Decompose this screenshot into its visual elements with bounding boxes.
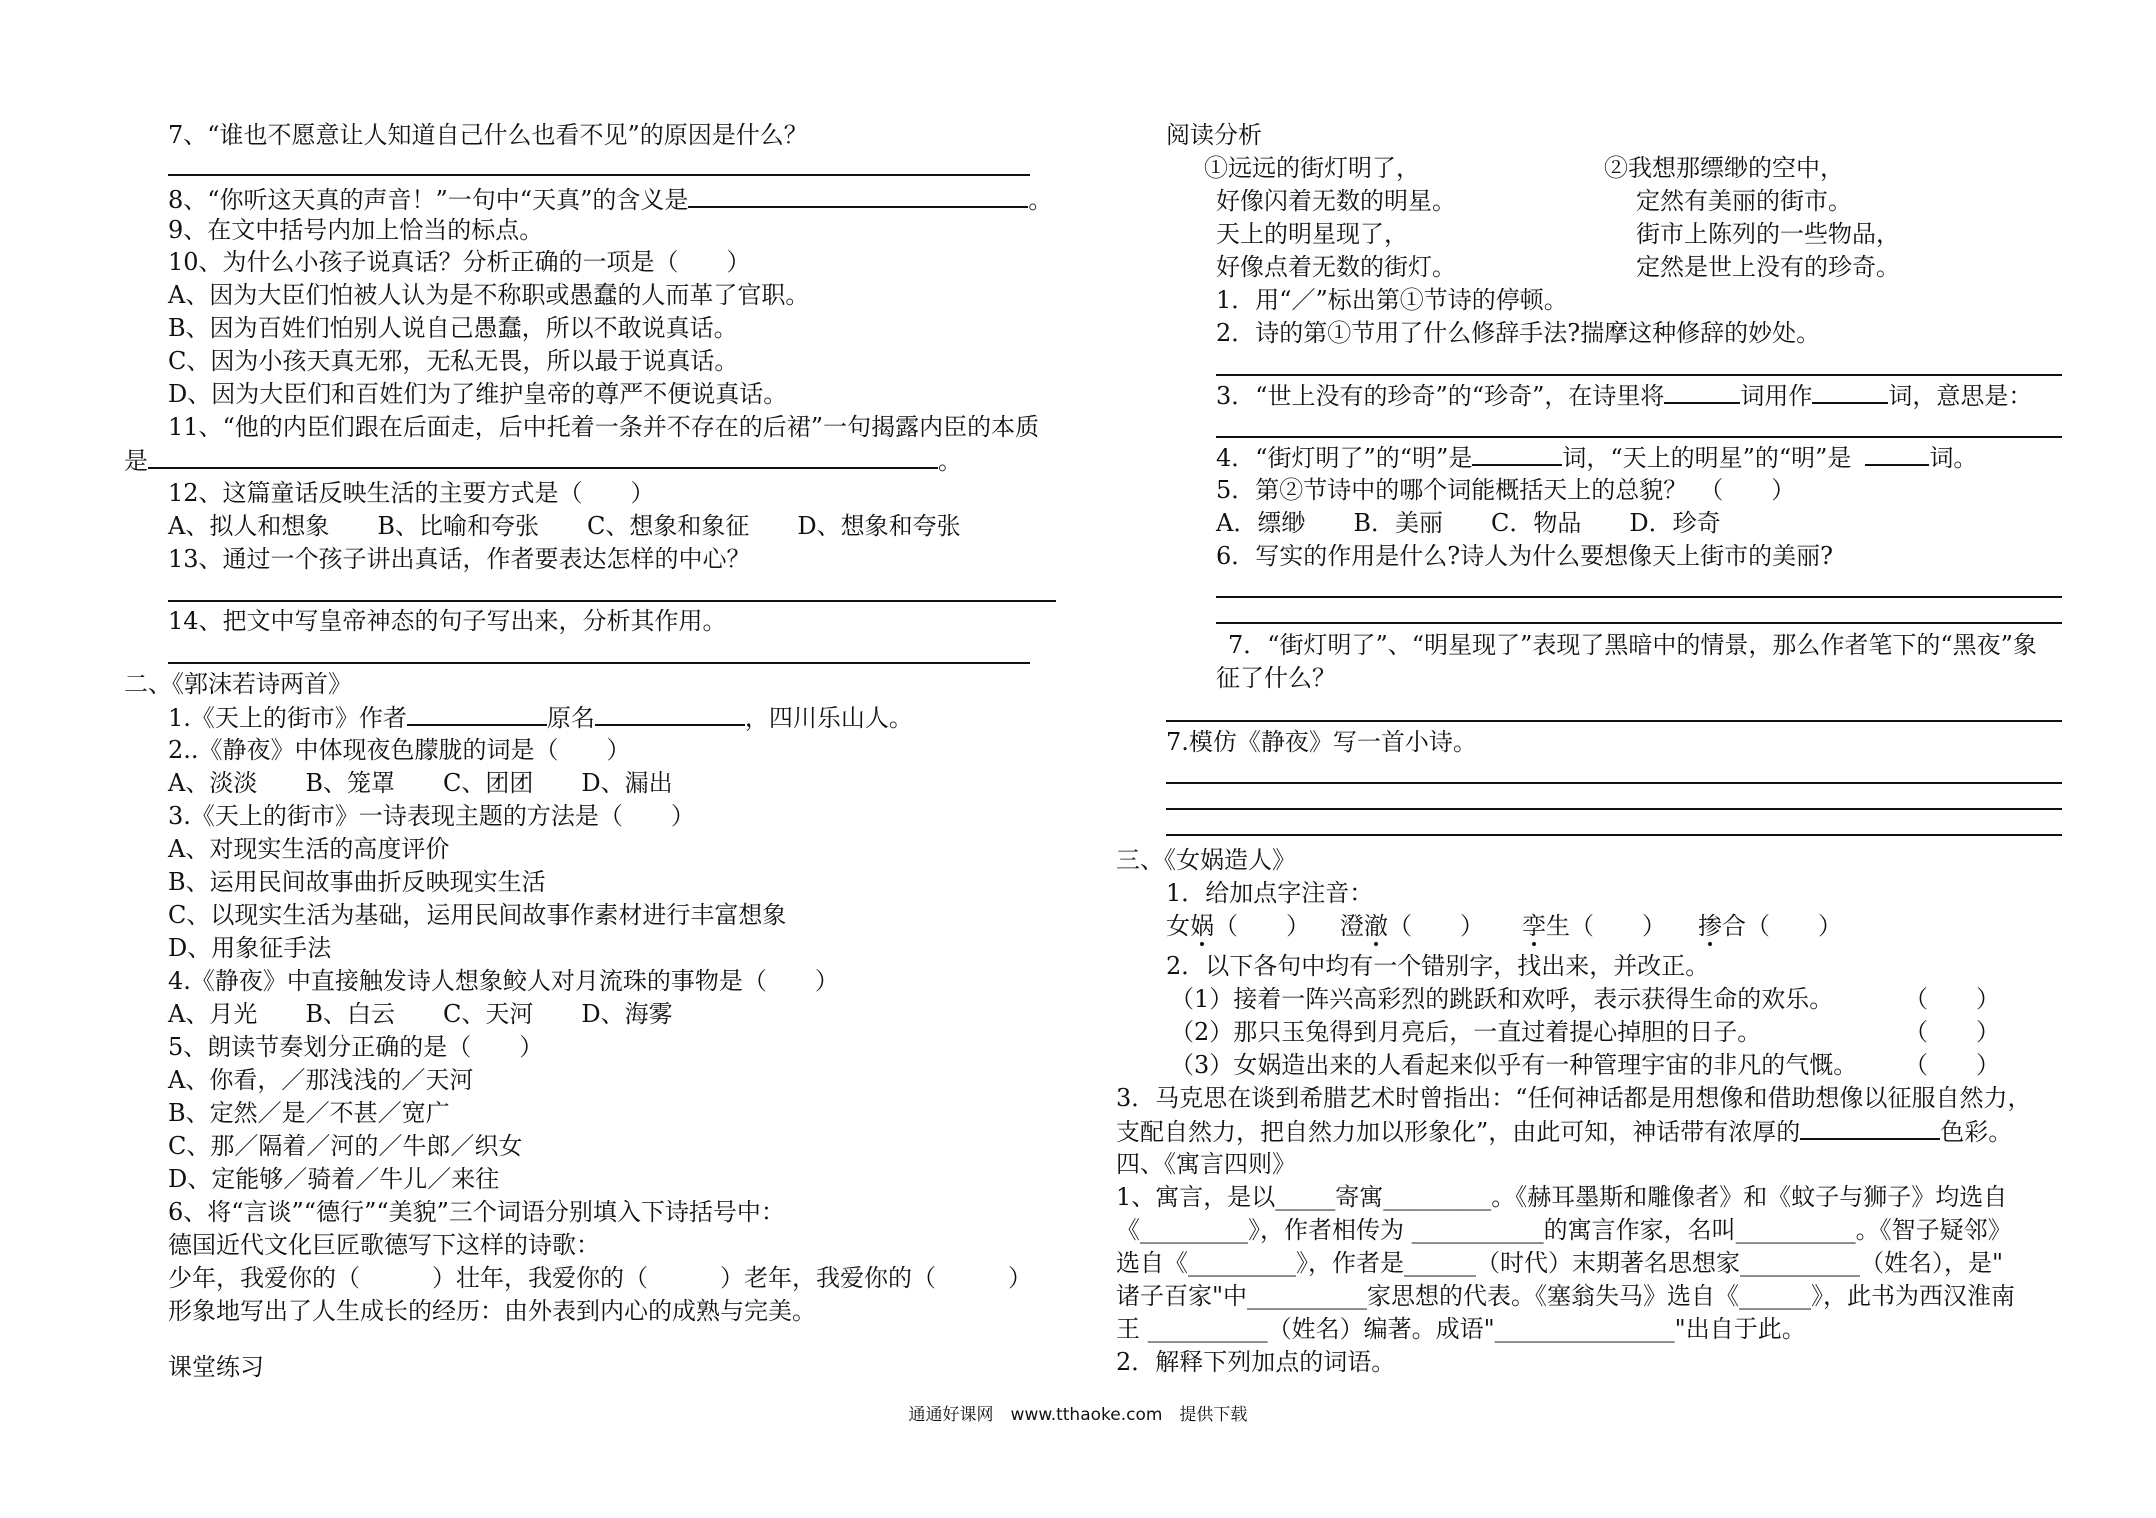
- s2-question-2-options: A、淡淡 B、笼罩 C、团团 D、漏出: [168, 769, 673, 797]
- s4-line-4: 诸子百家"中__________家思想的代表。《塞翁失马》选自《______》，此书为西汉淮南: [1116, 1282, 2016, 1310]
- poem-stanza-2-line-4: 定然是世上没有的珍奇。: [1636, 253, 1900, 281]
- answer-blank[interactable]: [1812, 380, 1888, 404]
- reading-question-6: 6．写实的作用是什么?诗人为什么要想像天上街市的美丽?: [1216, 542, 1834, 570]
- s4-line-5: 王 __________（姓名）编著。成语"_______________"出自于此。: [1116, 1315, 1806, 1343]
- reading-title: 阅读分析: [1166, 121, 1262, 149]
- answer-blank[interactable]: [407, 702, 547, 726]
- pinyin-word-2: 澄澈（ ）: [1340, 912, 1484, 940]
- poem-stanza-1-line-1: ①远远的街灯明了，: [1204, 154, 1420, 182]
- s2-question-2: 2..《静夜》中体现夜色朦胧的词是（ ）: [168, 736, 631, 764]
- pinyin-word-4: 掺合（ ）: [1698, 912, 1842, 940]
- option-a: A、你看，／那浅浅的／天河: [168, 1066, 474, 1094]
- s2-question-4-options: A、月光 B、白云 C、天河 D、海雾: [168, 1000, 673, 1028]
- question-8: 8、“你听这天真的声音！”一句中“天真”的含义是 。: [168, 186, 1053, 214]
- question-14: 14、把文中写皇帝神态的句子写出来，分析其作用。: [168, 607, 727, 635]
- question-13: 13、通过一个孩子讲出真话，作者要表达怎样的中心？: [168, 545, 751, 573]
- question-9: 9、在文中括号内加上恰当的标点。: [168, 216, 544, 244]
- s4-line-1: 1、寓言，是以_____寄寓_________。《赫耳墨斯和雕像者》和《蚊子与狮子》均选自: [1116, 1183, 2008, 1211]
- option-c: C、因为小孩天真无邪，无私无畏，所以最于说真话。: [168, 347, 739, 375]
- question-12-options: A、拟人和想象 B、比喻和夸张 C、想象和象征 D、想象和夸张: [168, 512, 961, 540]
- option-d: D、用象征手法: [168, 934, 332, 962]
- s3-question-2-item-2: （2）那只玉兔得到月亮后，一直过着提心掉胆的日子。: [1170, 1018, 1762, 1046]
- option-a: A、因为大臣们怕被人认为是不称职或愚蠢的人而革了官职。: [168, 281, 810, 309]
- answer-paren[interactable]: （ ）: [1904, 985, 2000, 1013]
- answer-line[interactable]: [1216, 436, 2062, 438]
- s2-question-6-poem: 少年，我爱你的（ ）壮年，我爱你的（ ）老年，我爱你的（ ）: [168, 1264, 1032, 1292]
- reading-question-2: 2．诗的第①节用了什么修辞手法?揣摩这种修辞的妙处。: [1216, 319, 1821, 347]
- option-b: B、因为百姓们怕别人说自己愚蠢，所以不敢说真话。: [168, 314, 738, 342]
- answer-line[interactable]: [1166, 720, 2062, 722]
- s2-question-6-intro: 德国近代文化巨匠歌德写下这样的诗歌：: [168, 1231, 600, 1259]
- reading-question-7: 7．“街灯明了”、“明星现了”表现了黑暗中的情景，那么作者笔下的“黑夜”象: [1228, 631, 2037, 659]
- s3-question-3-cont: 支配自然力，把自然力加以形象化”，由此可知，神话带有浓厚的 色彩。: [1116, 1118, 2013, 1146]
- answer-blank[interactable]: [1865, 442, 1929, 466]
- answer-line[interactable]: [1166, 834, 2062, 836]
- answer-blank[interactable]: [1664, 380, 1740, 404]
- s2-question-4: 4.《静夜》中直接触发诗人想象鲛人对月流珠的事物是（ ）: [168, 967, 839, 995]
- reading-question-7-cont: 征了什么？: [1216, 664, 1336, 692]
- answer-blank[interactable]: [1472, 442, 1562, 466]
- option-d: D、因为大臣们和百姓们为了维护皇帝的尊严不便说真话。: [168, 380, 788, 408]
- answer-blank[interactable]: [688, 184, 1028, 208]
- s3-question-3: 3．马克思在谈到希腊艺术时曾指出：“任何神话都是用想像和借助想像以征服自然力，: [1116, 1084, 2032, 1112]
- practice-heading: 课堂练习: [168, 1353, 264, 1381]
- s4-line-3: 选自《_________》，作者是______（时代）末期著名思想家__________（姓名），是": [1116, 1249, 2004, 1277]
- option-b: B、定然／是／不甚／宽广: [168, 1099, 450, 1127]
- s4-question-2: 2．解释下列加点的词语。: [1116, 1348, 1396, 1376]
- section-4-title: 四、《寓言四则》: [1116, 1150, 1296, 1178]
- question-10: 10、为什么小孩子说真话？分析正确的一项是（ ）: [168, 248, 751, 276]
- poem-stanza-1-line-4: 好像点着无数的街灯。: [1216, 253, 1456, 281]
- reading-question-4: 4．“街灯明了”的“明”是 词，“天上的明星”的“明”是 词。: [1216, 444, 1978, 472]
- page-footer: 通通好课网 www.tthaoke.com 提供下载: [908, 1405, 1248, 1425]
- answer-line[interactable]: [1166, 808, 2062, 810]
- poem-imitation-question: 7.模仿《静夜》写一首小诗。: [1166, 728, 1477, 756]
- s2-question-3: 3.《天上的街市》一诗表现主题的方法是（ ）: [168, 802, 695, 830]
- poem-stanza-2-line-3: 街市上陈列的一些物品，: [1636, 220, 1900, 248]
- answer-line[interactable]: [1216, 622, 2062, 624]
- s2-question-1: 1.《天上的街市》作者 原名 ，四川乐山人。: [168, 704, 913, 732]
- s3-question-2-item-1: （1）接着一阵兴高彩烈的跳跃和欢呼，表示获得生命的欢乐。: [1170, 985, 1834, 1013]
- question-7: 7、“谁也不愿意让人知道自己什么也看不见”的原因是什么？: [168, 121, 808, 149]
- s4-line-2: 《_________》，作者相传为 ___________的寓言作家，名叫__________。《智子疑邻》: [1116, 1216, 2012, 1244]
- answer-blank[interactable]: [1800, 1116, 1940, 1140]
- reading-question-5: 5．第②节诗中的哪个词能概括天上的总貌？ （ ）: [1216, 476, 1796, 504]
- option-b: B、运用民间故事曲折反映现实生活: [168, 868, 546, 896]
- poem-stanza-1-line-2: 好像闪着无数的明星。: [1216, 187, 1456, 215]
- answer-line[interactable]: [1166, 782, 2062, 784]
- poem-stanza-1-line-3: 天上的明星现了，: [1216, 220, 1408, 248]
- reading-question-3: 3．“世上没有的珍奇”的“珍奇”，在诗里将 词用作 词，意思是：: [1216, 382, 2033, 410]
- s3-question-2: 2．以下各句中均有一个错别字，找出来，并改正。: [1166, 952, 1710, 980]
- answer-paren[interactable]: （ ）: [1904, 1018, 2000, 1046]
- section-2-title: 二、《郭沫若诗两首》: [124, 670, 352, 698]
- section-3-title: 三、《女娲造人》: [1116, 846, 1296, 874]
- answer-line[interactable]: [168, 662, 1030, 664]
- s2-question-6: 6、将“言谈”“德行”“美貌”三个词语分别填入下诗括号中：: [168, 1198, 785, 1226]
- answer-paren[interactable]: （ ）: [1904, 1051, 2000, 1079]
- s2-question-6-note: 形象地写出了人生成长的经历：由外表到内心的成熟与完美。: [168, 1297, 816, 1325]
- answer-line[interactable]: [1216, 374, 2062, 376]
- s3-question-2-item-3: （3）女娲造出来的人看起来似乎有一种管理宇宙的非凡的气慨。: [1170, 1051, 1858, 1079]
- question-11: 11、“他的内臣们跟在后面走，后中托着一条并不存在的后裙”一句揭露内臣的本质: [168, 413, 1040, 441]
- pinyin-word-1: 女娲（ ）: [1166, 912, 1310, 940]
- answer-blank[interactable]: [595, 702, 745, 726]
- question-12: 12、这篇童话反映生活的主要方式是（ ）: [168, 479, 655, 507]
- option-c: C、那／隔着／河的／牛郎／织女: [168, 1132, 523, 1160]
- poem-stanza-2-line-1: ②我想那缥缈的空中，: [1604, 154, 1844, 182]
- option-c: C、以现实生活为基础，运用民间故事作素材进行丰富想象: [168, 901, 787, 929]
- reading-question-5-options: A．缥缈 B．美丽 C．物品 D．珍奇: [1216, 509, 1721, 537]
- answer-line[interactable]: [1216, 596, 2062, 598]
- s2-question-5: 5、朗读节奏划分正确的是（ ）: [168, 1033, 544, 1061]
- reading-question-1: 1．用“／”标出第①节诗的停顿。: [1216, 286, 1568, 314]
- s3-question-1: 1．给加点字注音：: [1166, 879, 1374, 907]
- answer-line[interactable]: [168, 174, 1030, 176]
- option-a: A、对现实生活的高度评价: [168, 835, 450, 863]
- answer-blank[interactable]: [148, 445, 938, 469]
- poem-stanza-2-line-2: 定然有美丽的街市。: [1636, 187, 1852, 215]
- option-d: D、定能够／骑着／牛儿／来往: [168, 1165, 500, 1193]
- question-11-cont: 是 。: [124, 447, 962, 475]
- answer-line[interactable]: [168, 600, 1056, 602]
- pinyin-word-3: 孪生（ ）: [1522, 912, 1666, 940]
